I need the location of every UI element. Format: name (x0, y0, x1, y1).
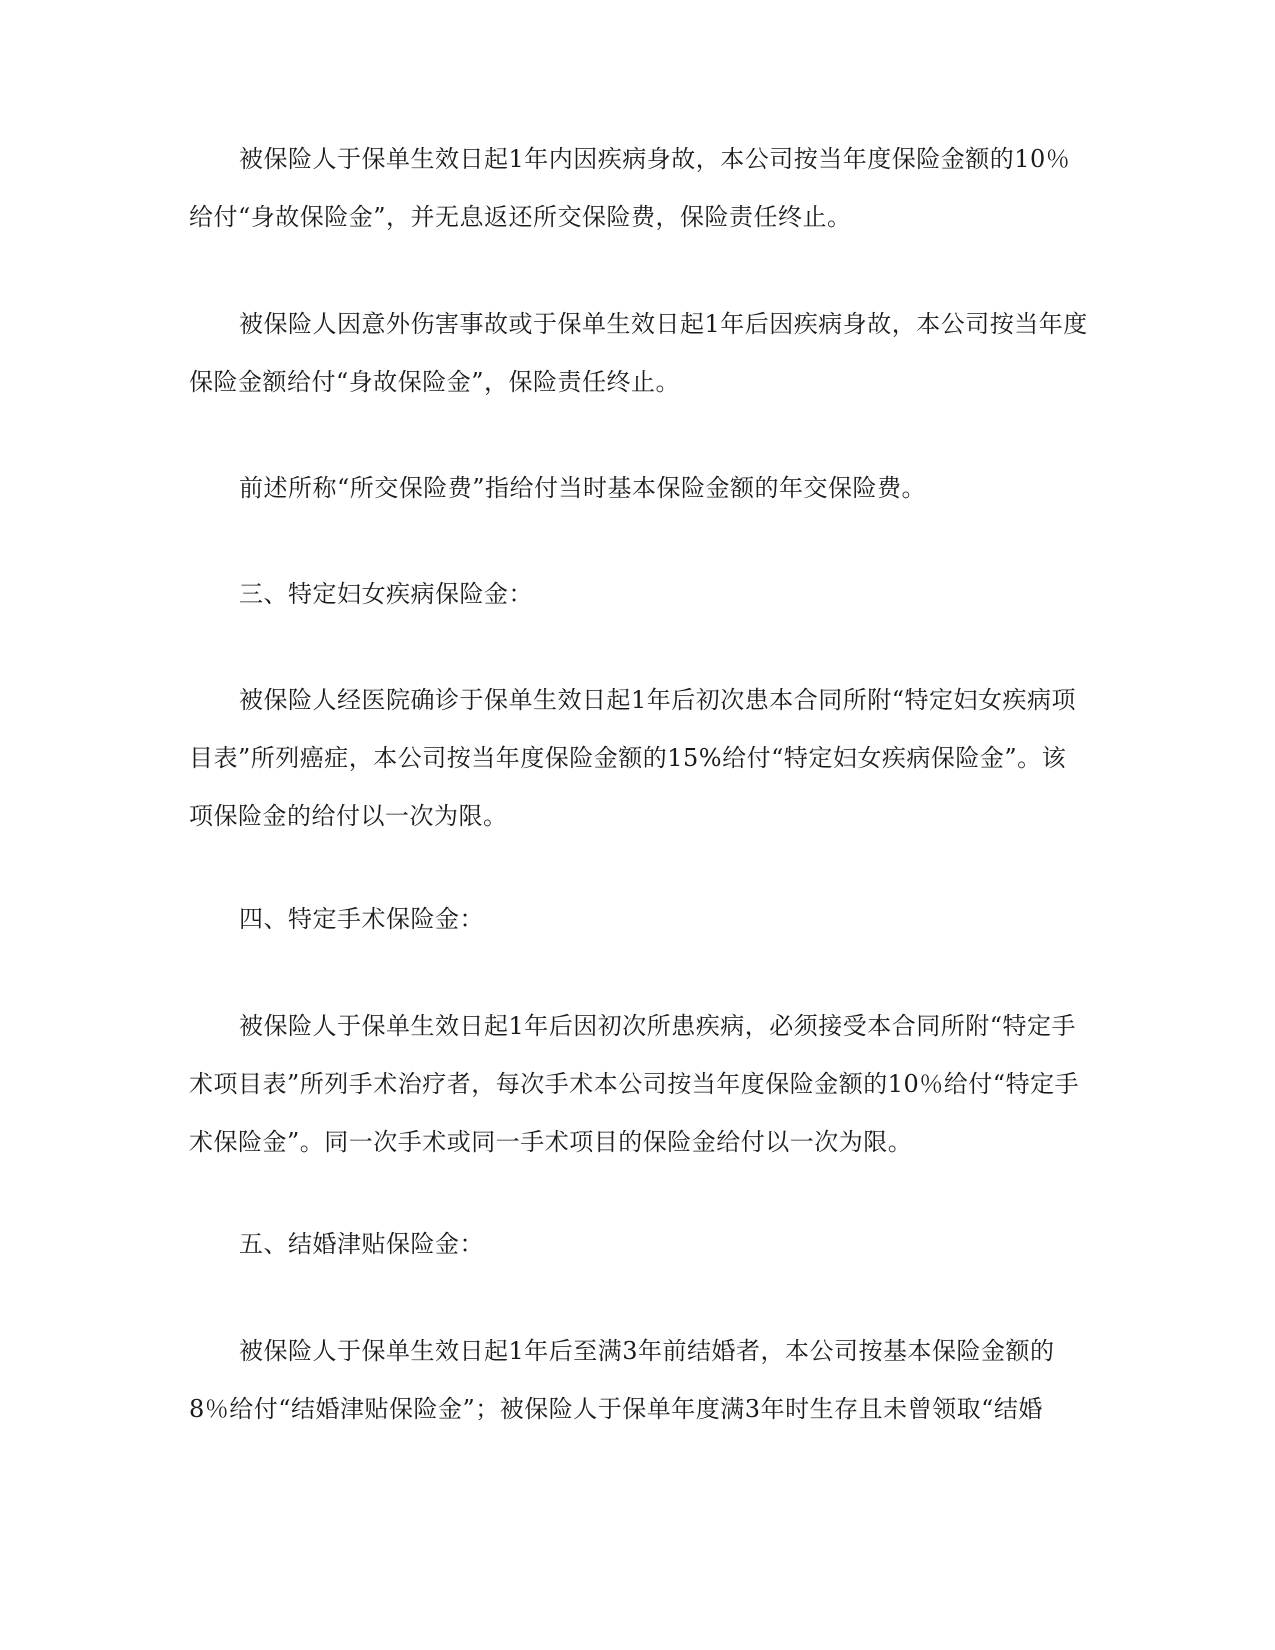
paragraph-marriage-allowance: 被保险人于保单生效日起1年后至满3年前结婚者，本公司按基本保险金额的8％给付“结婚津贴保险金”；被保险人于保单年度满3年时生存且未曾领取“结婚 (189, 1337, 1055, 1423)
paragraph-death-benefit-accident: 被保险人因意外伤害事故或于保单生效日起1年后因疾病身故，本公司按当年度保险金额给付“身故保险金”，保险责任终止。 (189, 310, 1088, 396)
paragraph-womens-disease-benefit: 被保险人经医院确诊于保单生效日起1年后初次患本合同所附“特定妇女疾病项目表”所列癌症，本公司按当年度保险金额的15%给付“特定妇女疾病保险金”。该项保险金的给付以一次为限。 (189, 686, 1077, 830)
section-heading-womens-disease-benefit: 三、特定妇女疾病保险金： (239, 580, 533, 608)
paragraph-death-benefit-within-one-year: 被保险人于保单生效日起1年内因疾病身故，本公司按当年度保险金额的10％给付“身故保险金”，并无息返还所交保险费，保险责任终止。 (189, 145, 1071, 231)
section-heading-surgery-benefit: 四、特定手术保险金： (239, 905, 484, 933)
paragraph-surgery-benefit: 被保险人于保单生效日起1年后因初次所患疾病，必须接受本合同所附“特定手术项目表”所列手术治疗者，每次手术本公司按当年度保险金额的10％给付“特定手术保险金”。同一次手术或同一手术项目的保险金给付以一次为限。 (189, 1012, 1080, 1156)
section-heading-marriage-allowance: 五、结婚津贴保险金： (239, 1230, 484, 1258)
paragraph-premium-definition: 前述所称“所交保险费”指给付当时基本保险金额的年交保险费。 (239, 474, 927, 502)
